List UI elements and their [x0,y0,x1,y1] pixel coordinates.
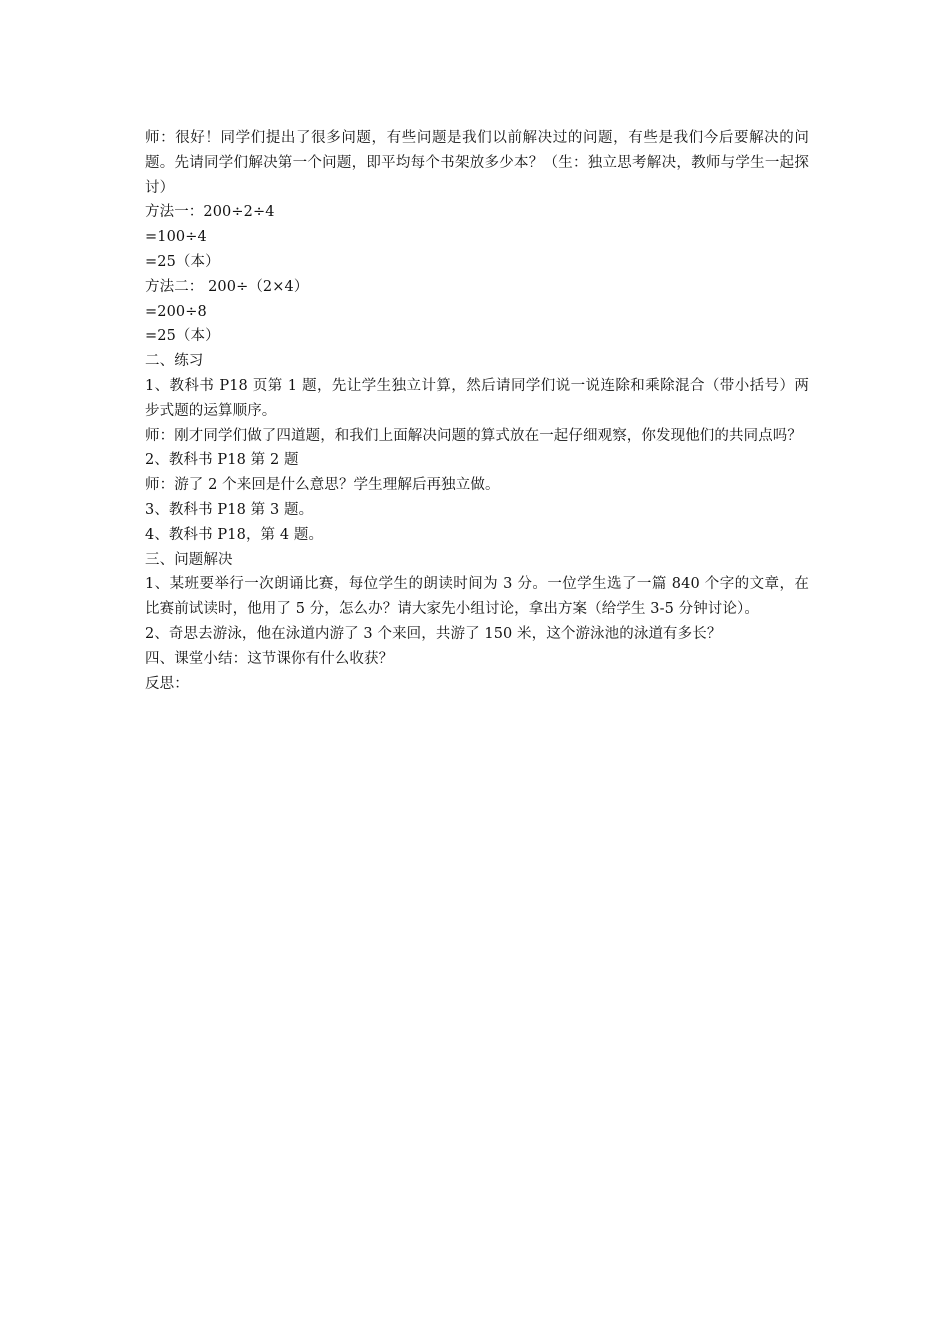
paragraph-practice-2: 2、教科书 P18 第 2 题 [145,452,299,469]
paragraph-method-two-step-1: =200÷8 [145,303,207,320]
paragraph-teacher-swim: 师：游了 2 个来回是什么意思？学生理解后再独立做。 [145,477,500,494]
paragraph-teacher-observe: 师：刚才同学们做了四道题，和我们上面解决问题的算式放在一起仔细观察，你发现他们的共同点吗？ [145,427,802,444]
paragraph-method-two-step-2: =25（本） [145,328,220,345]
paragraph-practice-1: 1、教科书 P18 页第 1 题，先让学生独立计算，然后请同学们说一说连除和乘除混合（带小括号）两步式题的运算顺序。 [145,377,809,419]
paragraph-method-two: 方法二： 200÷（2×4） [145,278,309,295]
paragraph-problem-2: 2、奇思去游泳，他在泳道内游了 3 个来回，共游了 150 米，这个游泳池的泳道有多长？ [145,625,722,642]
section-heading-summary: 四、课堂小结：这节课你有什么收获？ [145,650,394,667]
paragraph-teacher-intro: 师：很好！同学们提出了很多问题，有些问题是我们以前解决过的问题，有些是我们今后要解决的问题。先请同学们解决第一个问题，即平均每个书架放多少本？（生：独立思考解决，教师与学生一起探讨） [145,130,809,196]
section-heading-practice: 二、练习 [145,353,204,370]
paragraph-method-one-step-2: =25（本） [145,253,220,270]
paragraph-practice-3: 3、教科书 P18 第 3 题。 [145,501,314,518]
paragraph-practice-4: 4、教科书 P18，第 4 题。 [145,526,324,543]
paragraph-method-one-step-1: =100÷4 [145,229,207,246]
paragraph-reflection: 反思： [145,675,189,692]
section-heading-problem-solving: 三、问题解决 [145,551,233,568]
paragraph-problem-1: 1、某班要举行一次朗诵比赛，每位学生的朗读时间为 3 分。一位学生选了一篇 840 个字的文章，在比赛前试读时，他用了 5 分，怎么办？请大家先小组讨论，拿出方案（给学生 3-5 分钟讨论）。 [145,576,809,618]
paragraph-method-one: 方法一：200÷2÷4 [145,204,275,221]
document-body [145,126,809,696]
